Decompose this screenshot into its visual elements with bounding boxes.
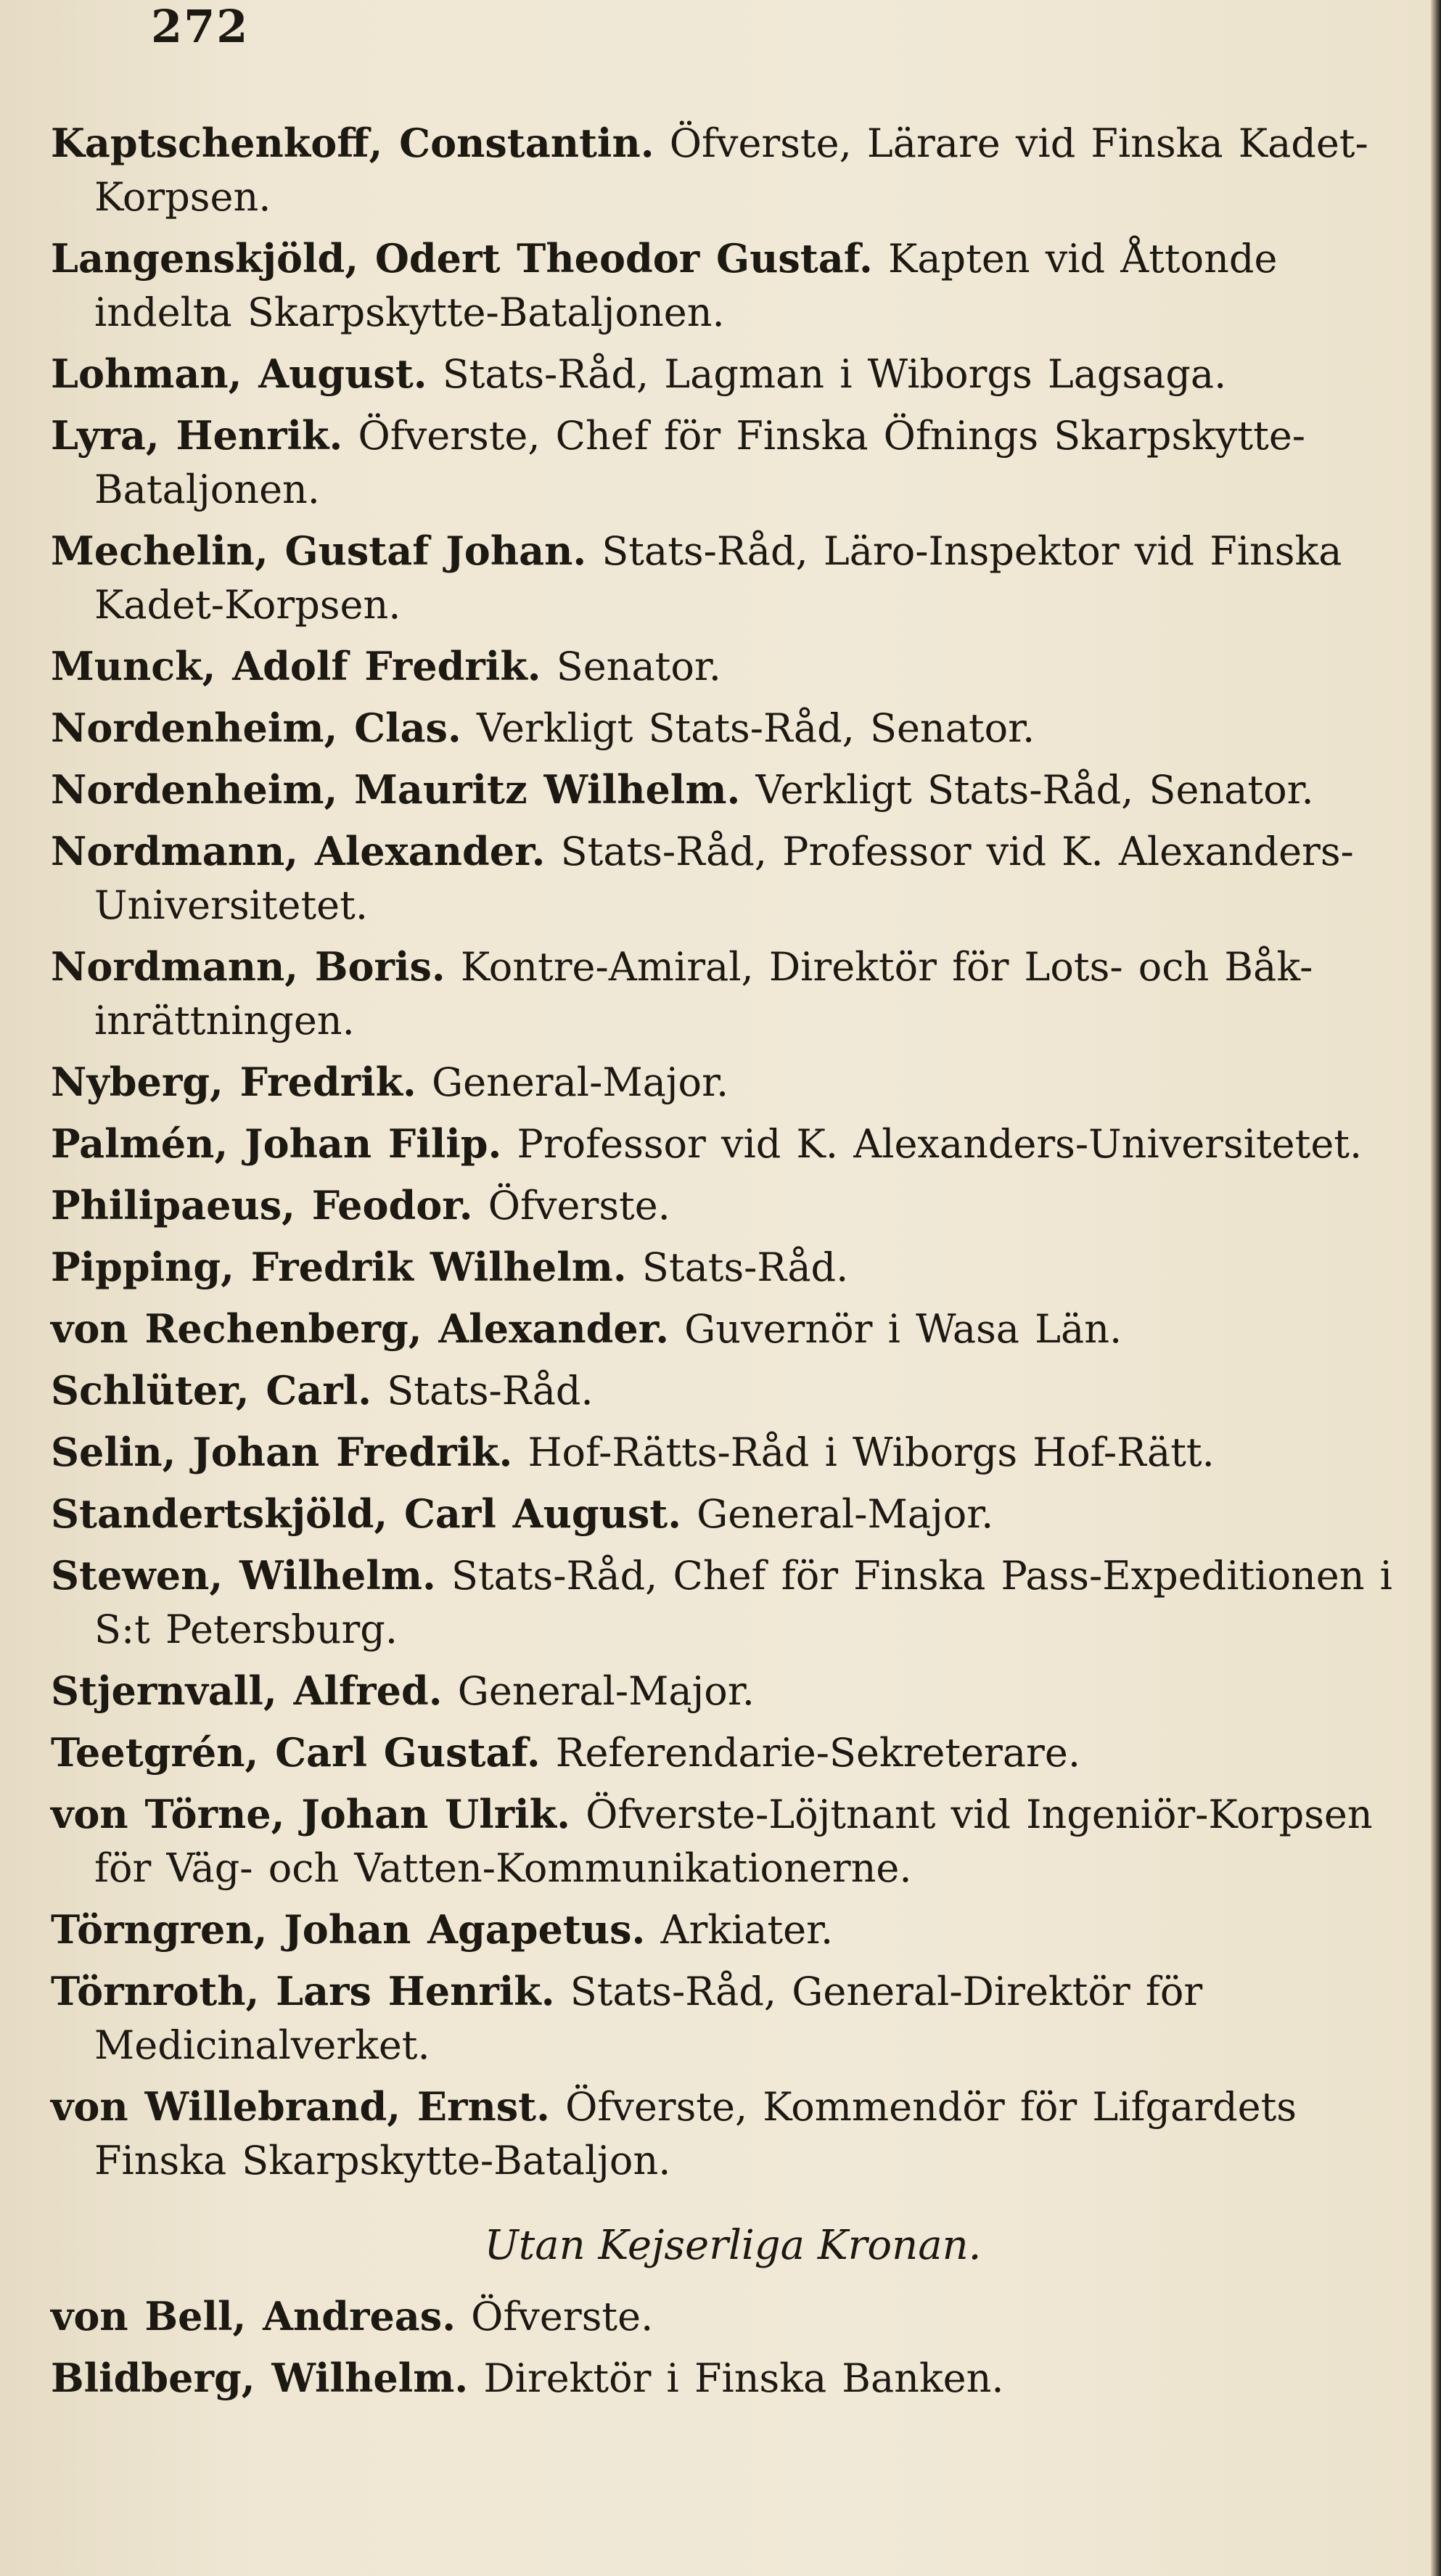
list-item	[51, 1903, 1415, 1957]
entry-name: Schlüter, Carl.	[51, 1367, 372, 1414]
entry-title: Referendarie-Sekreterare.	[555, 1730, 1080, 1776]
list-item	[51, 1664, 1415, 1718]
entry-name: von Törne, Johan Ulrik.	[51, 1791, 570, 1837]
list-item	[51, 2351, 1415, 2405]
entry-name: Nordenheim, Clas.	[51, 705, 461, 751]
list-item	[51, 2289, 1415, 2344]
list-item	[51, 940, 1415, 1048]
entry-name: Selin, Johan Fredrik.	[51, 1429, 513, 1475]
entry-name: Törnroth, Lars Henrik.	[51, 1968, 555, 2014]
list-item	[51, 1240, 1415, 1295]
list-item	[51, 639, 1415, 694]
entry-title: Verkligt Stats-Råd, Senator.	[755, 767, 1314, 813]
entry-name: Blidberg, Wilhelm.	[51, 2355, 469, 2401]
entry-title: Kontre-Amiral, Direktör för Lots- och Båk-inrättningen.	[94, 944, 1313, 1043]
entry-title: Stats-Råd.	[641, 1244, 849, 1290]
entry-name: von Rechenberg, Alexander.	[51, 1305, 669, 1352]
entry-title: Verkligt Stats-Råd, Senator.	[476, 705, 1035, 751]
entry-title: Stats-Råd, General-Direktör för Medicinalverket.	[94, 1969, 1203, 2068]
list-item	[51, 1726, 1415, 1780]
entry-title: Direktör i Finska Banken.	[483, 2355, 1004, 2401]
entry-name: Palmén, Johan Filip.	[51, 1120, 502, 1167]
list-item	[51, 824, 1415, 932]
entry-name: Mechelin, Gustaf Johan.	[51, 528, 587, 574]
entry-name: Stewen, Wilhelm.	[51, 1552, 436, 1599]
list-item	[51, 1117, 1415, 1171]
entry-name: Lohman, August.	[51, 350, 427, 397]
entry-title: Öfverste.	[488, 1183, 670, 1228]
list-item	[51, 1302, 1415, 1356]
list-item	[51, 1549, 1415, 1657]
list-item	[51, 763, 1415, 817]
entry-title: Öfverste.	[471, 2294, 654, 2339]
entry-name: Nyberg, Fredrik.	[51, 1059, 416, 1105]
list-item	[51, 116, 1415, 224]
entry-title: General-Major.	[697, 1491, 994, 1537]
list-item	[51, 1425, 1415, 1480]
entry-title: Professor vid K. Alexanders-Universitetet.	[517, 1121, 1363, 1167]
entry-name: Nordenheim, Mauritz Wilhelm.	[51, 766, 741, 813]
entry-title: Öfverste, Lärare vid Finska Kadet-Korpsen.	[94, 120, 1368, 220]
entry-name: Philipaeus, Feodor.	[51, 1182, 473, 1228]
entry-title: General-Major.	[431, 1059, 729, 1105]
entry-name: Munck, Adolf Fredrik.	[51, 643, 541, 689]
entry-title: Stats-Råd, Professor vid K. Alexanders-Universitetet.	[94, 829, 1354, 928]
entry-title: Öfverste, Kommendör för Lifgardets Finska Skarpskytte-Bataljon.	[94, 2084, 1297, 2183]
entry-name: Törngren, Johan Agapetus.	[51, 1906, 646, 1953]
list-item	[51, 524, 1415, 632]
entry-name: von Willebrand, Ernst.	[51, 2083, 550, 2130]
list-item	[51, 1487, 1415, 1541]
entry-list	[51, 116, 1415, 2413]
entry-title: General-Major.	[457, 1668, 755, 1714]
entry-name: Teetgrén, Carl Gustaf.	[51, 1729, 541, 1776]
list-item	[51, 1363, 1415, 1418]
entry-title: Hof-Rätts-Råd i Wiborgs Hof-Rätt.	[527, 1429, 1215, 1475]
list-item	[51, 1964, 1415, 2072]
entry-title: Stats-Råd, Läro-Inspektor vid Finska Kadet-Korpsen.	[94, 528, 1342, 628]
list-item	[51, 231, 1415, 340]
entry-name: von Bell, Andreas.	[51, 2293, 456, 2339]
entry-name: Lyra, Henrik.	[51, 412, 343, 459]
list-item	[51, 1055, 1415, 1109]
entry-title: Guvernör i Wasa Län.	[684, 1306, 1122, 1352]
section-heading: Utan Kejserliga Kronan.	[484, 2222, 982, 2269]
entry-title: Arkiater.	[660, 1907, 834, 1953]
list-item	[51, 409, 1415, 517]
entry-name: Nordmann, Alexander.	[51, 828, 546, 874]
list-item	[51, 347, 1415, 401]
entry-name: Nordmann, Boris.	[51, 943, 446, 990]
entry-name: Pipping, Fredrik Wilhelm.	[51, 1244, 627, 1290]
list-item	[51, 1787, 1415, 1895]
page-number: 272	[151, 0, 250, 53]
entry-name: Stjernvall, Alfred.	[51, 1668, 443, 1714]
book-spine-shadow	[1431, 0, 1441, 2576]
entry-title: Stats-Råd.	[387, 1368, 594, 1414]
list-item	[51, 2080, 1415, 2188]
entry-title: Senator.	[556, 644, 721, 689]
entry-title: Öfverste-Löjtnant vid Ingeniör-Korpsen för Väg- och Vatten-Kommunikationerne.	[94, 1792, 1373, 1891]
entry-name: Kaptschenkoff, Constantin.	[51, 120, 654, 166]
list-item	[51, 701, 1415, 755]
entry-title: Öfverste, Chef för Finska Öfnings Skarpskytte-Bataljonen.	[94, 413, 1306, 512]
entry-name: Standertskjöld, Carl August.	[51, 1490, 681, 1537]
entry-title: Kapten vid Åttonde indelta Skarpskytte-Bataljonen.	[94, 236, 1278, 335]
list-item	[51, 1178, 1415, 1233]
entry-name: Langenskjöld, Odert Theodor Gustaf.	[51, 235, 873, 282]
entry-title: Stats-Råd, Lagman i Wiborgs Lagsaga.	[442, 351, 1227, 397]
entry-title: Stats-Råd, Chef för Finska Pass-Expeditionen i S:t Petersburg.	[94, 1553, 1392, 1652]
